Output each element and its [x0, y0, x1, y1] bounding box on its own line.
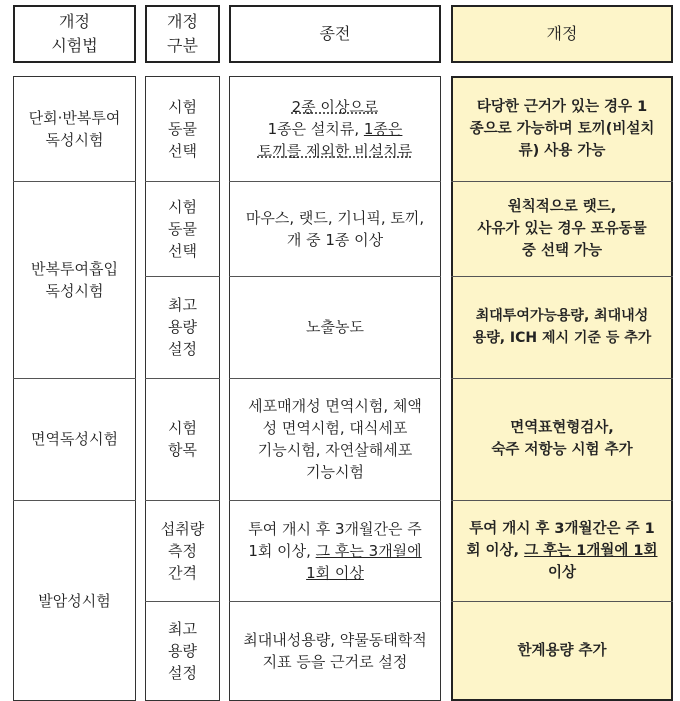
after-row6: 한계용량 추가	[517, 643, 607, 659]
category-row3: 최고 용량 설정	[168, 296, 197, 358]
after-row2: 원칙적으로 랫드, 사유가 있는 경우 포유동물 중 선택 가능	[477, 198, 647, 259]
before-row2: 마우스, 랫드, 기니픽, 토끼, 개 중 1종 이상	[245, 208, 425, 249]
after-row1: 타당한 근거가 있는 경우 1 종으로 가능하며 토끼(비설치 류) 사용 가능	[469, 98, 655, 159]
before-row4: 세포매개성 면역시험, 체액 성 면역시험, 대식세포 기능시험, 자연살해세포 기능시험	[248, 397, 422, 481]
after-row4: 면역표현형검사, 숙주 저항능 시험 추가	[491, 420, 633, 458]
before-row1: 2종 이상으로 1종은 설치류, 1종은 토끼를 제외한 비설치류	[257, 97, 413, 160]
method-inhalation: 반복투여흡입 독성시험	[31, 259, 118, 300]
method-carcinogenicity: 발암성시험	[38, 591, 111, 610]
category-row1: 시험 동물 선택	[168, 97, 197, 160]
header-after: 개정	[451, 5, 673, 63]
category-row5: 섭취량 측정 간격	[160, 519, 205, 582]
header-category: 개정 구분	[145, 5, 220, 63]
before-row3: 노출농도	[306, 318, 364, 336]
before-row6: 최대내성용량, 약물동태학적 지표 등을 근거로 설정	[243, 631, 427, 671]
category-row6: 최고 용량 설정	[168, 620, 197, 682]
header-method: 개정 시험법	[13, 5, 136, 63]
method-immunotoxicity: 면역독성시험	[31, 430, 118, 448]
before-row5: 투여 개시 후 3개월간은 주 1회 이상, 그 후는 3개월에 1회 이상	[248, 519, 422, 582]
after-row3: 최대투여가능용량, 최대내성 용량, ICH 제시 기준 등 추가	[472, 308, 652, 346]
header-before: 종전	[229, 5, 441, 63]
category-row4: 시험 항목	[168, 419, 197, 459]
method-single-repeat-dose: 단회·반복투여 독성시험	[28, 108, 121, 149]
category-row2: 시험 동물 선택	[168, 197, 197, 260]
after-row5: 투여 개시 후 3개월간은 주 1 회 이상, 그 후는 1개월에 1회 이상	[466, 520, 658, 581]
